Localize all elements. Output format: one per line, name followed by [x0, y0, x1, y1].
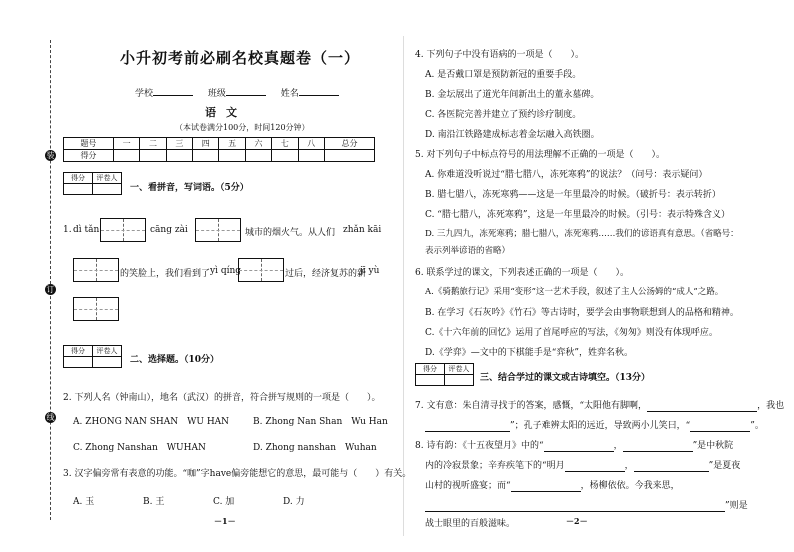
section2-heading: 二、选择题。（10分） — [130, 355, 220, 365]
grader-score-label: 得分 — [416, 364, 445, 375]
school-label: 学校 — [135, 89, 154, 99]
grader-box-1 — [63, 172, 122, 195]
q8-blank-1[interactable] — [544, 441, 614, 452]
q2-option-b[interactable]: B. Zhong Nan Shan Wu Han — [253, 417, 388, 427]
class-label: 班级 — [207, 89, 226, 99]
q4-option-a[interactable]: A. 是否戴口罩是预防新冠的重要手段。 — [425, 70, 582, 80]
q7-blank-1[interactable] — [647, 401, 757, 412]
answer-box-cangzai[interactable] — [195, 218, 241, 242]
score-row-label: 得分 — [64, 150, 114, 162]
q5-option-c[interactable]: C. “腊七腊八，冻死寒鸦”，这是一年里最冷的时候。（引号：表示特殊含义） — [425, 210, 730, 220]
score-input[interactable] — [193, 150, 219, 162]
pinyin-jiyu: jī yù — [360, 266, 380, 276]
q8-line3 — [425, 478, 680, 492]
grader-score-input[interactable] — [64, 357, 93, 368]
grader-score-label: 得分 — [64, 173, 93, 184]
q8-text-c: 山村的视听盛宴；而“ — [425, 481, 511, 491]
q7-blank-3[interactable] — [690, 421, 750, 432]
q4-stem: 4. 下列句子中没有语病的一项是（ ）。 — [415, 50, 584, 60]
score-cell: 总分 — [325, 138, 375, 150]
q7-line1 — [415, 398, 784, 412]
grader-score-label: 得分 — [64, 346, 93, 357]
q8-blank-2[interactable] — [623, 441, 693, 452]
q2-option-a[interactable]: A. ZHONG NAN SHAN WU HAN — [73, 417, 230, 427]
q8-line1: 8. 诗有韵：《十五夜望月》中的“ ， ”是中秋院 — [415, 441, 734, 451]
pinyin-zhankai: zhǎn kāi — [343, 225, 382, 235]
q8-blank-6[interactable] — [425, 501, 725, 512]
score-cell: 四 — [193, 138, 219, 150]
score-input[interactable] — [219, 150, 245, 162]
answer-box-zhankai[interactable] — [73, 258, 119, 282]
score-cell: 二 — [140, 138, 166, 150]
grader-label: 评卷人 — [445, 364, 474, 375]
q1-text-line2-tail: 过后，经济复苏的新 — [285, 269, 367, 279]
score-cell: 五 — [219, 138, 245, 150]
page-number-right: －2－ — [566, 516, 588, 526]
page-divider — [403, 36, 404, 536]
grader-score-input[interactable] — [64, 184, 93, 195]
q7-text-b-end: ”。 — [750, 421, 764, 431]
q6-stem: 6. 联系学过的课文，下列表述正确的一项是（ ）。 — [415, 268, 629, 278]
margin-mark-3: 线 — [46, 413, 55, 422]
q5-option-b[interactable]: B. 腊七腊八，冻死寒鸦——这是一年里最冷的时候。（破折号：表示转折） — [425, 190, 721, 200]
score-cell: 题号 — [64, 138, 114, 150]
grader-name-input[interactable] — [445, 375, 474, 386]
q6-option-b[interactable]: B. 在学习《石灰吟》《竹石》等古诗时，要学会由事物联想到人的品格和精神。 — [425, 308, 739, 318]
section3-heading: 三、结合学过的课文或古诗填空。（13分） — [480, 373, 651, 383]
score-cell: 八 — [298, 138, 324, 150]
score-table — [63, 137, 375, 162]
q6-option-a[interactable]: A.《骑鹅旅行记》采用“变形”这一艺术手段，叙述了主人公汤姆的“成人”之路。 — [425, 287, 724, 297]
name-label: 姓名 — [280, 89, 299, 99]
q8-blank-4[interactable] — [634, 461, 709, 472]
grader-box-3 — [415, 363, 474, 386]
q7-line2 — [425, 418, 764, 432]
q1-text-line1: 城市的烟火气。从人们 — [245, 228, 336, 238]
margin-mark-2: 订 — [46, 285, 55, 294]
q7-text-b: ”；孔子难辨太阳的远近，导致两小儿笑曰，“ — [510, 421, 691, 431]
q8-text-b-tail: ”是夏夜 — [708, 461, 741, 471]
grader-name-input[interactable] — [93, 184, 122, 195]
q4-option-d[interactable]: D. 南沿江铁路建成标志着金坛融入高铁圈。 — [425, 130, 600, 140]
q7-blank-2[interactable] — [425, 421, 510, 432]
student-info — [135, 86, 351, 99]
pinyin-yiqing: yì qíng — [210, 266, 242, 276]
grader-label: 评卷人 — [93, 173, 122, 184]
score-input[interactable] — [166, 150, 192, 162]
q4-option-b[interactable]: B. 金坛展出了道光年间新出土的董永墓碑。 — [425, 90, 600, 100]
q5-option-a[interactable]: A. 你难道没听说过“腊七腊八，冻死寒鸦”的说法？（问号：表示疑问） — [425, 170, 708, 180]
q8-blank-5[interactable] — [511, 481, 581, 492]
q8-text-c-tail: ，杨柳依依。今我来思， — [580, 481, 680, 491]
q8-text-a-tail: ”是中秋院 — [692, 441, 734, 451]
q6-option-d[interactable]: D.《学弈》—文中的下棋能手是“弈秋”，姓弈名秋。 — [425, 348, 633, 358]
q2-option-c[interactable]: C. Zhong Nanshan WUHAN — [73, 443, 206, 453]
q3-option-c[interactable]: C. 加 — [213, 497, 235, 507]
score-table-header-row — [64, 138, 375, 150]
answer-box-yiqing[interactable] — [238, 258, 284, 282]
subject-title: 语文 — [205, 106, 247, 119]
q3-option-b[interactable]: B. 王 — [143, 497, 165, 507]
exam-note: （本试卷满分100分，时间120分钟） — [175, 123, 310, 132]
q8-line2: 内的冷寂景象；辛弃疾笔下的“明月 ， ”是夏夜 — [425, 461, 741, 471]
q2-stem: 2. 下列人名（钟南山），地名（武汉）的拼音，符合拼写规则的一项是（ ）。 — [63, 393, 381, 403]
q1-text-line2: 的笑脸上，我们看到了 — [120, 269, 211, 279]
score-input[interactable] — [298, 150, 324, 162]
score-table-score-row — [64, 150, 375, 162]
school-field[interactable] — [153, 95, 193, 96]
q1-number: 1. — [63, 225, 72, 235]
section1-heading: 一、看拼音，写词语。（5分） — [130, 183, 249, 193]
page-number-left: －1－ — [214, 516, 236, 526]
q6-option-c[interactable]: C.《十六年前的回忆》运用了首尾呼应的写法，《匆匆》则没有体现呼应。 — [425, 328, 718, 338]
q8-line5: 战士眼里的百般滋味。 — [425, 519, 516, 529]
q8-text-d-tail: ”则是 — [725, 501, 748, 511]
name-field[interactable] — [299, 95, 339, 96]
score-cell: 七 — [272, 138, 298, 150]
q8-text-a: 8. 诗有韵：《十五夜望月》中的“ — [415, 441, 544, 451]
margin-mark-1: 装 — [46, 151, 55, 160]
q5-option-d[interactable]: D. 三九四九，冻死寒鸦；腊七腊八，冻死寒鸦……我们的谚语真有意思。（省略号： — [425, 229, 739, 239]
grader-label: 评卷人 — [93, 346, 122, 357]
q3-stem: 3. 汉字偏旁常有表意的功能。“咖”字have偏旁能想它的意思，最可能与（ ）有关。 — [63, 469, 412, 479]
q4-option-c[interactable]: C. 各医院完善并建立了预约诊疗制度。 — [425, 110, 582, 120]
answer-box-ditan[interactable] — [100, 218, 146, 242]
score-cell: 三 — [166, 138, 192, 150]
q7-text-a-tail: ，我也 — [757, 401, 785, 411]
score-input[interactable] — [325, 150, 375, 162]
score-input[interactable] — [245, 150, 271, 162]
answer-box-jiyu[interactable] — [73, 297, 119, 321]
q5-option-d-cont: 表示列举谚语的省略） — [425, 246, 511, 256]
score-input[interactable] — [140, 150, 166, 162]
paper-title: 小升初考前必刷名校真题卷（一） — [120, 49, 361, 67]
grader-box-2 — [63, 345, 122, 368]
q7-text-a: 7. 文有意：朱自清寻找于的答案，感慨，“太阳他有脚啊， — [415, 401, 648, 411]
score-input[interactable] — [272, 150, 298, 162]
pinyin-cangzai: cāng zài — [150, 225, 188, 235]
q3-option-d[interactable]: D. 力 — [283, 497, 305, 507]
q8-text-b: 内的冷寂景象；辛弃疾笔下的“明月 — [425, 461, 565, 471]
q5-stem: 5. 对下列句子中标点符号的用法理解不正确的一项是（ ）。 — [415, 150, 665, 160]
q8-blank-3[interactable] — [565, 461, 625, 472]
score-cell: 一 — [113, 138, 139, 150]
q8-line4 — [425, 498, 748, 512]
q2-option-d[interactable]: D. Zhong nanshan Wuhan — [253, 443, 377, 453]
score-input[interactable] — [113, 150, 139, 162]
q3-option-a[interactable]: A. 玉 — [73, 497, 95, 507]
score-cell: 六 — [245, 138, 271, 150]
binding-line — [50, 40, 51, 520]
pinyin-ditan: dì tǎn — [73, 225, 100, 235]
grader-name-input[interactable] — [93, 357, 122, 368]
class-field[interactable] — [226, 95, 266, 96]
grader-score-input[interactable] — [416, 375, 445, 386]
